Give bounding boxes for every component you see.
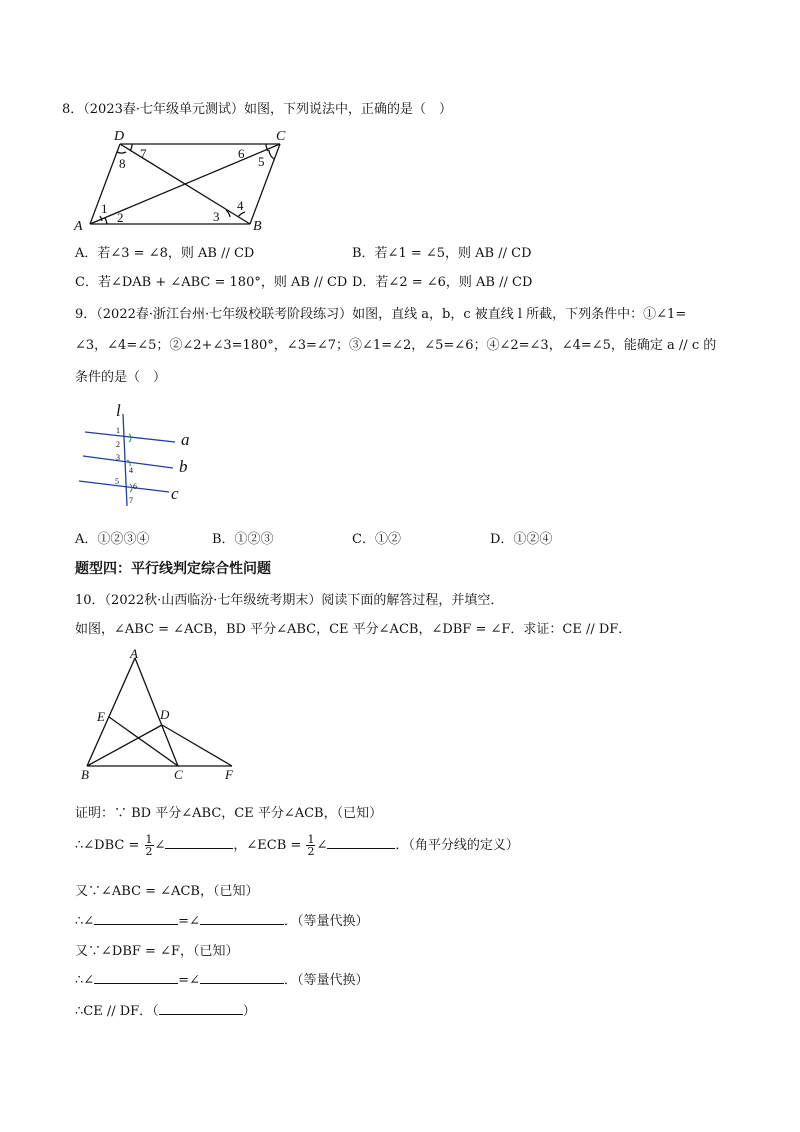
q10-proof-line2-part2: ∠ (154, 838, 166, 853)
q8-arc-7 (130, 144, 132, 151)
q10-label-e: E (97, 709, 105, 724)
q10-stem-line1: 10．（2022秋·山西临汾·七年级统考期末）阅读下面的解答过程，并填空． (75, 593, 504, 608)
q10-line-ab (87, 658, 135, 766)
q9-num-4: 4 (129, 466, 133, 475)
q8-num-7: 7 (140, 146, 147, 161)
blank-field[interactable] (94, 982, 178, 984)
q9-option-b[interactable]: B．①②③ (212, 532, 274, 547)
q10-proof-line2 (75, 834, 519, 857)
q8-option-a[interactable]: A．若∠3 = ∠8，则 AB // CD (75, 246, 255, 261)
q10-line-bd (87, 725, 162, 766)
q8-arc-5 (269, 150, 274, 159)
q9-num-2: 2 (116, 440, 120, 449)
q10-proof-line6 (75, 969, 368, 988)
blank-field[interactable] (200, 923, 284, 925)
q8-option-d[interactable]: D．若∠2 = ∠6，则 AB // CD (352, 275, 533, 290)
q10-proof-line5: 又∵∠DBF = ∠F，（已知） (75, 944, 239, 959)
q8-num-4: 4 (237, 198, 244, 213)
q8-num-6: 6 (238, 146, 245, 161)
q9-label-c: c (171, 484, 179, 503)
q8-arc-2 (105, 218, 107, 224)
q10-proof-line4 (75, 910, 368, 929)
q10-proof-line4-part1: ∴∠ (75, 914, 95, 929)
q10-line-ac (135, 658, 178, 766)
blank-field[interactable] (200, 982, 284, 984)
q9-stem-line3: 条件的是（ ） (75, 370, 167, 385)
q8-arc-8 (117, 152, 126, 153)
q10-proof-line7 (75, 1000, 256, 1019)
q8-label-a: A (74, 219, 83, 232)
q10-label-f: F (225, 767, 233, 782)
q10-stem-line2: 如图，∠ABC = ∠ACB，BD 平分∠ABC，CE 平分∠ACB，∠DBF = ∠F．求证：CE // DF． (75, 622, 632, 637)
q8-label-c: C (276, 129, 286, 144)
fraction-numerator: 1 (145, 833, 153, 846)
q9-option-c[interactable]: C．①② (352, 532, 401, 547)
q8-parallelogram-figure (70, 124, 300, 232)
q10-proof-line1: 证明：∵ BD 平分∠ABC，CE 平分∠ACB，（已知） (75, 806, 383, 821)
q10-proof-line3: 又∵∠ABC = ∠ACB，（已知） (75, 884, 259, 899)
blank-field[interactable] (327, 847, 395, 849)
fraction-half-1 (145, 834, 154, 857)
q10-label-b: B (81, 767, 89, 782)
q10-proof-line6-part1: ∴∠ (75, 973, 95, 988)
q10-proof-line6-part2: =∠ (178, 973, 200, 988)
q9-label-a: a (181, 430, 190, 449)
blank-field[interactable] (165, 847, 233, 849)
q10-proof-line7-part1: ∴CE // DF．（ (75, 1004, 159, 1019)
q10-proof-line2-part1: ∴∠DBC = (75, 838, 144, 853)
q8-num-1: 1 (101, 201, 108, 216)
q10-label-c: C (174, 767, 183, 782)
q10-proof-line7-part2: ） (242, 1004, 256, 1019)
q8-option-b[interactable]: B．若∠1 = ∠5，则 AB // CD (352, 246, 532, 261)
q9-transversal-figure (75, 400, 215, 510)
q8-num-8: 8 (119, 156, 126, 171)
q10-proof-line2-part3: ，∠ECB = (233, 838, 306, 853)
fraction-denominator: 2 (145, 845, 153, 858)
q8-num-2: 2 (117, 210, 124, 225)
q9-num-5: 5 (115, 477, 119, 486)
section-heading: 题型四：平行线判定综合性问题 (75, 561, 271, 577)
q10-proof-line6-part3: ．（等量代换） (283, 973, 369, 988)
q10-label-d: D (160, 707, 170, 722)
fraction-denominator: 2 (307, 845, 315, 858)
q10-label-a: A (130, 648, 138, 661)
q9-label-b: b (179, 457, 188, 476)
q10-line-df (162, 725, 232, 766)
blank-field[interactable] (159, 1013, 243, 1015)
q9-num-6: 6 (133, 482, 137, 491)
q9-stem-line2: ∠3，∠4=∠5；②∠2+∠3=180°，∠3=∠7；③∠1=∠2，∠5=∠6；④∠2=∠3，∠4=∠5，能确定 a // c 的 (75, 338, 717, 353)
q10-proof-line4-part2: =∠ (178, 914, 200, 929)
q8-line-bc (250, 144, 280, 224)
q9-stem-line1: 9．（2022春·浙江台州·七年级校联考阶段练习）如图，直线 a，b，c 被直线 l 所截，下列条件中：①∠1= (75, 307, 687, 322)
q9-num-7: 7 (129, 496, 133, 505)
q9-num-1: 1 (116, 426, 120, 435)
q8-label-b: B (253, 219, 262, 232)
q9-line-b (83, 456, 173, 468)
q8-label-d: D (114, 129, 125, 144)
fraction-half-2 (306, 834, 315, 857)
q10-proof-line2-part5: ．（角平分线的定义） (395, 838, 519, 853)
q8-option-c[interactable]: C．若∠DAB + ∠ABC = 180°，则 AB // CD (75, 275, 348, 290)
q10-proof-line2-part4: ∠ (316, 838, 328, 853)
blank-field[interactable] (94, 923, 178, 925)
q9-line-l (123, 414, 127, 506)
q9-label-l: l (116, 401, 121, 420)
q8-num-3: 3 (213, 209, 220, 224)
q9-line-c (79, 481, 169, 492)
q8-num-5: 5 (258, 154, 265, 169)
q10-triangle-figure (75, 648, 275, 783)
q9-num-3: 3 (116, 453, 120, 462)
fraction-numerator: 1 (307, 833, 315, 846)
q9-option-d[interactable]: D．①②④ (490, 532, 553, 547)
q9-arc-1 (129, 434, 131, 442)
q10-proof-line4-part3: ．（等量代换） (283, 914, 369, 929)
q8-stem: 8．（2023春·七年级单元测试）如图，下列说法中，正确的是（ ） (62, 102, 452, 117)
q9-option-a[interactable]: A．①②③④ (75, 532, 150, 547)
